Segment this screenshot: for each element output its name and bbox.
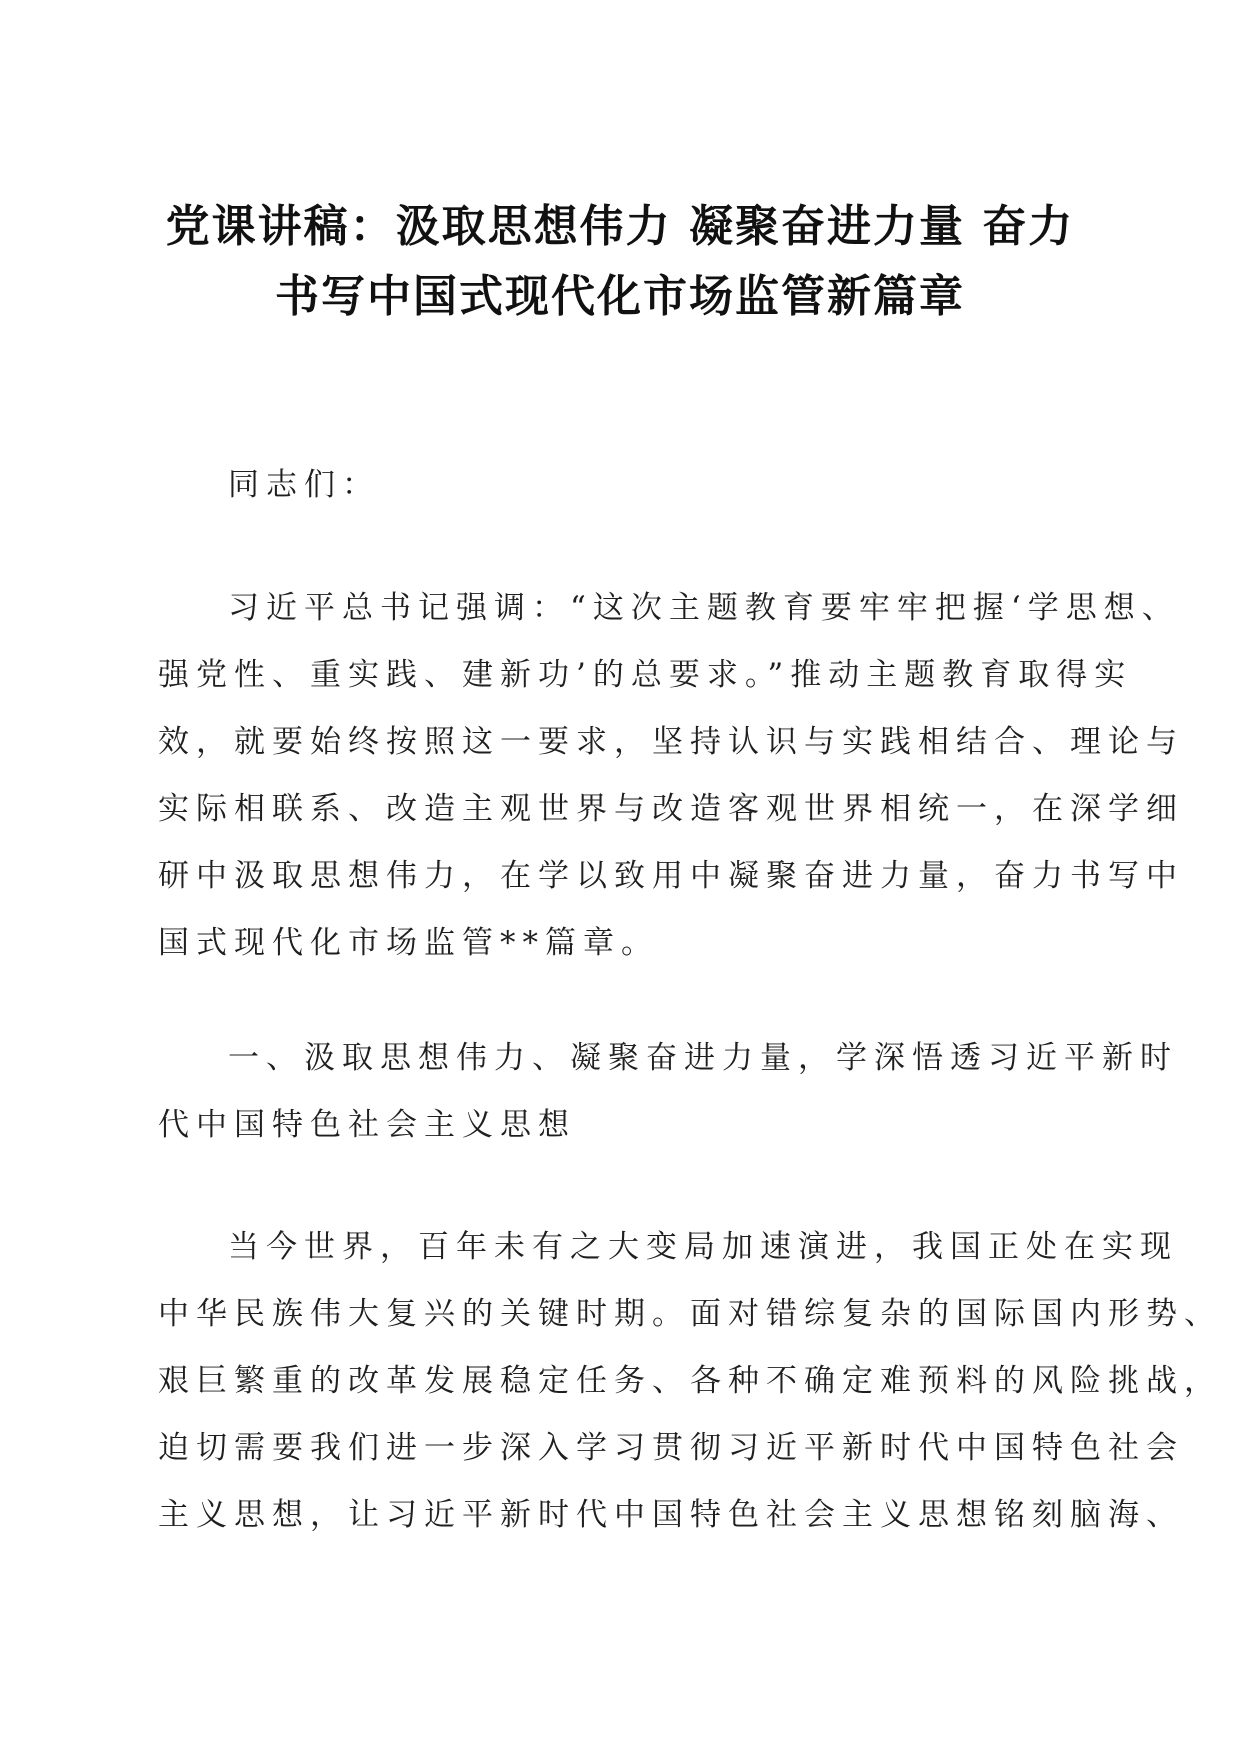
- paragraph-line: 国式现代化市场监管**篇章。: [158, 925, 659, 961]
- paragraph-line: 研中汲取思想伟力，在学以致用中凝聚奋进力量，奋力书写中: [158, 858, 1184, 894]
- paragraph-line: 强党性、重实践、建新功’的总要求。”推动主题教育取得实: [158, 657, 1133, 693]
- paragraph-2: [158, 1214, 1222, 1549]
- paragraph-line: 习近平总书记强调：“这次主题教育要牢牢把握‘学思想、: [228, 590, 1180, 626]
- paragraph-line: 迫切需要我们进一步深入学习贯彻习近平新时代中国特色社会: [158, 1430, 1184, 1466]
- document-title: [150, 192, 1090, 332]
- title-line-2: 书写中国式现代化市场监管新篇章: [275, 271, 965, 322]
- section-heading-1: [158, 1025, 1178, 1159]
- paragraph-1: [158, 575, 1184, 977]
- heading-line: 代中国特色社会主义思想: [158, 1107, 576, 1143]
- title-line-1: 党课讲稿：汲取思想伟力 凝聚奋进力量 奋力: [165, 201, 1075, 252]
- greeting-text: 同志们：: [228, 467, 380, 503]
- heading-line: 一、汲取思想伟力、凝聚奋进力量，学深悟透习近平新时: [228, 1040, 1178, 1076]
- greeting: [158, 452, 1088, 519]
- paragraph-line: 艰巨繁重的改革发展稳定任务、各种不确定难预料的风险挑战，: [158, 1363, 1222, 1399]
- paragraph-line: 中华民族伟大复兴的关键时期。面对错综复杂的国际国内形势、: [158, 1296, 1222, 1332]
- paragraph-line: 当今世界，百年未有之大变局加速演进，我国正处在实现: [228, 1229, 1178, 1265]
- paragraph-line: 主义思想，让习近平新时代中国特色社会主义思想铭刻脑海、: [158, 1497, 1184, 1533]
- paragraph-line: 实际相联系、改造主观世界与改造客观世界相统一，在深学细: [158, 791, 1184, 827]
- paragraph-line: 效，就要始终按照这一要求，坚持认识与实践相结合、理论与: [158, 724, 1184, 760]
